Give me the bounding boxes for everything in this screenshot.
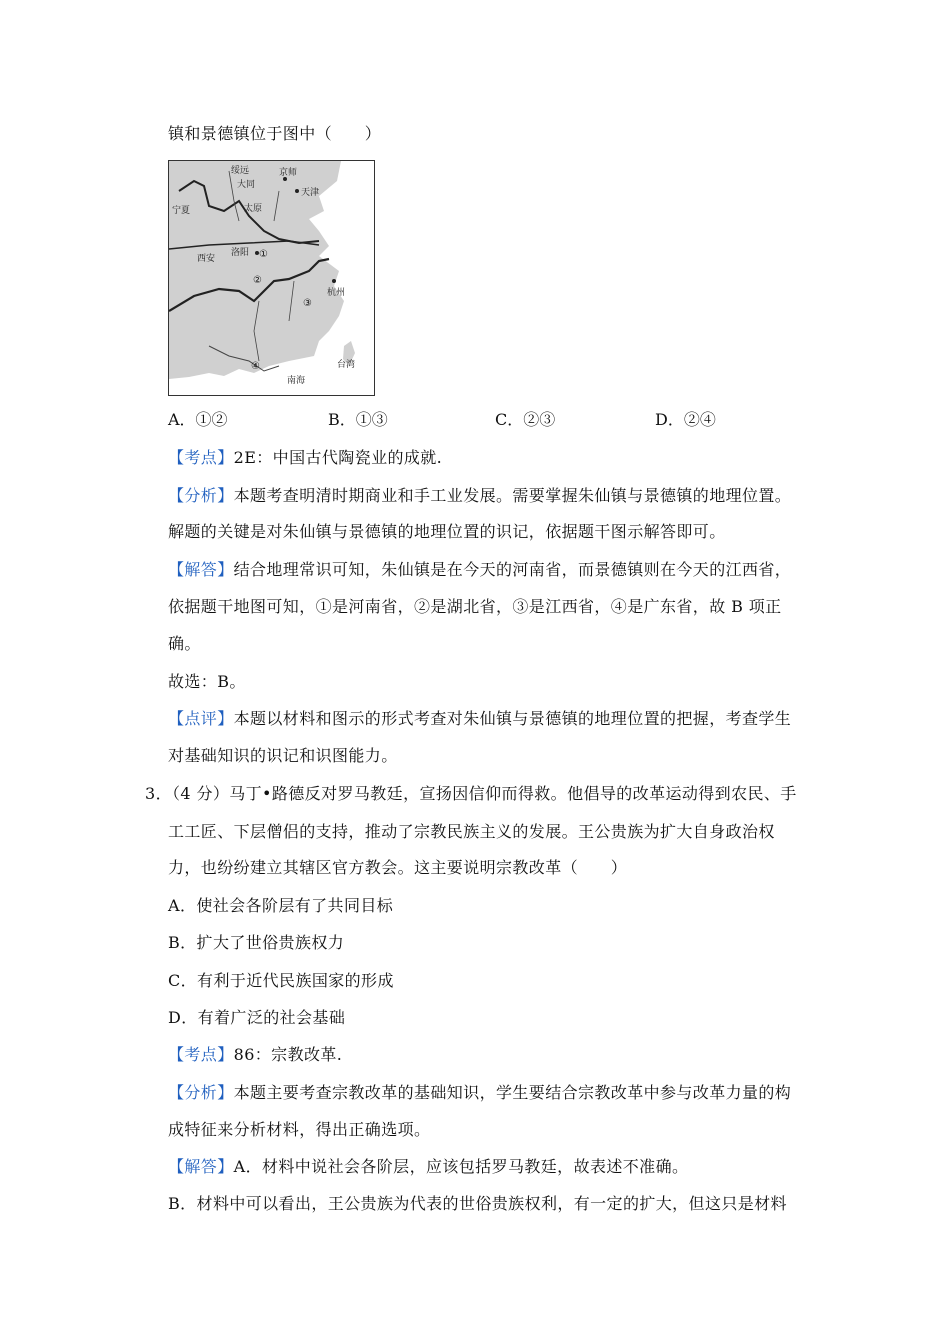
map-label-taiwan: 台湾 [337,360,356,370]
q3-stem-line-2: 工工匠、下层僧侣的支持，推动了宗教民族主义的发展。王公贵族为扩大自身政治权 [168,822,775,841]
q3-stem-line-1: 3．（4 分）马丁•路德反对罗马教廷，宣扬因信仰而得救。他倡导的改革运动得到农民、手 [145,784,797,803]
q2-dianping-tag: 【点评】 [168,709,234,728]
map-marker-1: ① [259,249,268,260]
map-label-xian: 西安 [197,254,216,264]
map-label-suiyuan: 绥远 [231,166,250,176]
q2-jieda-tag: 【解答】 [168,560,234,579]
q2-kaodian [168,448,442,468]
q2-fenxi-text-1: 本题考查明清时期商业和手工业发展。需要掌握朱仙镇与景德镇的地理位置。 [233,486,792,505]
q2-jieda-text-1: 结合地理常识可知，朱仙镇是在今天的河南省，而景德镇则在今天的江西省， [233,560,792,579]
q2-jieda-line-2: 依据题干地图可知，①是河南省，②是湖北省，③是江西省，④是广东省，故 B 项正 [168,597,782,616]
q2-dianping-text-1: 本题以材料和图示的形式考查对朱仙镇与景德镇的地理位置的把握，考查学生 [233,709,792,728]
q2-option-d: D．②④ [655,410,716,429]
q2-dianping-line-1 [168,709,791,729]
q3-kaodian-tag: 【考点】 [168,1045,234,1064]
map-label-hangzhou: 杭州 [327,288,346,298]
q2-answer: 故选：B。 [168,672,246,691]
q2-option-b: B．①③ [328,410,388,429]
china-map-figure [168,160,375,396]
q3-fenxi-text-1: 本题主要考查宗教改革的基础知识，学生要结合宗教改革中参与改革力量的构 [233,1083,792,1102]
q2-dianping-line-2: 对基础知识的识记和识图能力。 [168,746,398,765]
q3-jieda-line-1 [168,1157,688,1177]
q3-kaodian [168,1045,342,1065]
q2-stem-tail: 镇和景德镇位于图中（ ） [168,124,382,143]
map-marker-3: ③ [303,298,312,309]
q3-kaodian-text: 86：宗教改革. [233,1045,343,1064]
city-dot-hangzhou [332,279,336,283]
q3-fenxi-line-2: 成特征来分析材料，得出正确选项。 [168,1120,431,1139]
map-label-jingshi: 京师 [279,168,298,178]
q2-fenxi-line-1 [168,486,791,506]
q3-option-b: B．扩大了世俗贵族权力 [168,933,345,952]
map-label-ningxia: 宁夏 [172,206,191,216]
map-label-nanhai: 南海 [287,376,306,386]
q3-jieda-line-2: B．材料中可以看出，王公贵族为代表的世俗贵族权利，有一定的扩大，但这只是材料 [168,1194,787,1213]
q3-option-a: A．使社会各阶层有了共同目标 [168,896,394,915]
q2-kaodian-tag: 【考点】 [168,448,234,467]
map-marker-2: ② [253,275,262,286]
map-marker-4: ④ [251,361,260,372]
q2-fenxi-tag: 【分析】 [168,486,234,505]
q3-jieda-text-1: A．材料中说社会各阶层，应该包括罗马教廷，故表述不准确。 [233,1157,689,1176]
city-dot-tianjin [295,189,299,193]
map-label-luoyang: 洛阳 [231,248,250,258]
q3-fenxi-tag: 【分析】 [168,1083,234,1102]
map-label-tianjin: 天津 [301,188,320,198]
q2-jieda-line-1 [168,560,791,580]
q2-jieda-line-3: 确。 [168,634,201,653]
q3-option-c: C．有利于近代民族国家的形成 [168,971,394,990]
map-label-datong: 大同 [237,180,256,190]
q3-option-d: D．有着广泛的社会基础 [168,1008,346,1027]
q2-fenxi-line-2: 解题的关键是对朱仙镇与景德镇的地理位置的识记，依据题干图示解答即可。 [168,522,726,541]
map-svg [169,161,374,395]
map-label-taiyuan: 太原 [244,204,263,214]
q2-option-c: C．②③ [495,410,556,429]
q3-stem-line-3: 力，也纷纷建立其辖区官方教会。这主要说明宗教改革（ ） [168,858,628,877]
q2-kaodian-text: 2E：中国古代陶瓷业的成就. [233,448,443,467]
q3-jieda-tag: 【解答】 [168,1157,234,1176]
q3-fenxi-line-1 [168,1083,791,1103]
q2-option-a: A．①② [168,410,228,429]
